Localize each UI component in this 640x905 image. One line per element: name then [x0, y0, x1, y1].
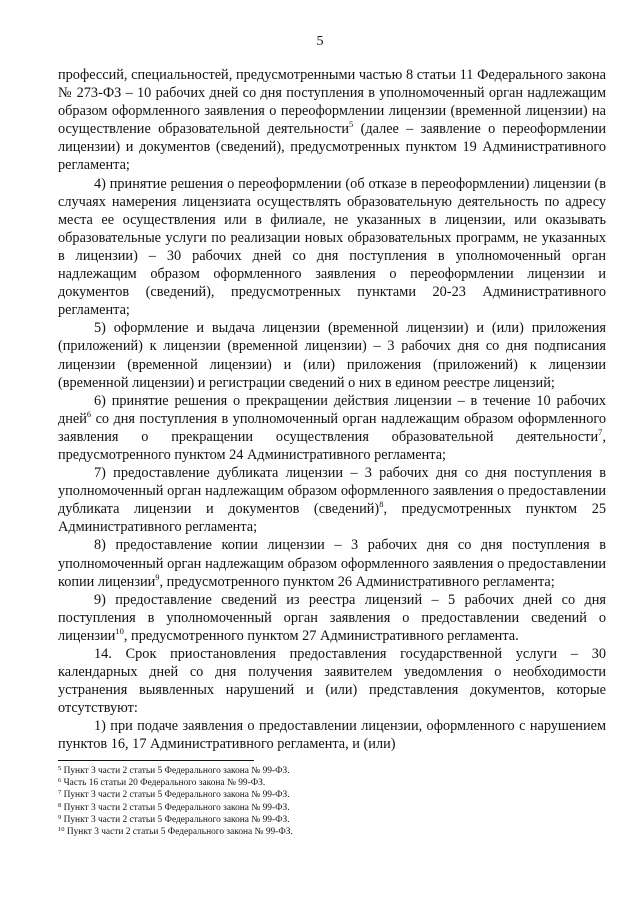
- footnote: $^7$ Пункт 3 части 2 статьи 5 Федерального закона № 99-ФЗ.: [58, 789, 290, 801]
- footnote: $^{10}$ Пункт 3 части 2 статьи 5 Федерального закона № 99-ФЗ.: [58, 826, 293, 838]
- list-item: 9) предоставление сведений из реестра лицензий – 5 рабочих дней со дня поступления в уполномоченный орган заявления о предоставлении сведений о лицензии$^{10}$, предусмотренного пунктом 27 Административного регламента.: [58, 591, 606, 644]
- footnote-ref: 8: [379, 499, 384, 510]
- footnote-ref: 10: [115, 625, 124, 636]
- footnote-ref: 6: [86, 408, 92, 419]
- list-item: 6) принятие решения о прекращении действия лицензии – в течение 10 рабочих дней$^6$ со дня поступления в уполномоченный орган надлежащим образом оформленного заявления о прекращении осуществления образовательной деятельности$^7$, предусмотренного пунктом 24 Административного регламента;: [58, 392, 606, 463]
- footnotes: [58, 765, 606, 838]
- list-item: 1) при подаче заявления о предоставлении лицензии, оформленного с нарушением пунктов 16, 17 Административного регламента, и (или): [58, 718, 606, 753]
- list-item: 4) принятие решения о переоформлении (об отказе в переоформлении) лицензии (в случаях намерения лицензиата осуществлять образовательную деятельность по адресу места ее осуществления или в филиале, не указанных в лицензии, или оказывать образовательные услуги по реализации новых образовательных программ, не указанных в лицензии) – 30 рабочих дней со дня поступления в уполномоченный орган надлежащим образом оформленного заявления о переоформлении лицензии и документов (сведений), предусмотренных пунктами 20-23 Административного регламента;: [58, 175, 606, 319]
- body-text: [58, 66, 606, 754]
- footnote-ref: 7: [598, 426, 603, 437]
- footnote-ref: 9: [155, 571, 160, 582]
- paragraph-continuation: профессий, специальностей, предусмотренными частью 8 статьи 11 Федерального закона № 273-ФЗ – 10 рабочих дней со дня поступления в уполномоченный орган надлежащим образом оформленного заявления о переоформлении лицензии (временной лицензии) на осуществление образовательной деятельности$^5$ (далее – заявление о переоформлении лицензии) и документов (сведений), предусмотренных пунктом 19 Административного регламента;: [58, 67, 606, 174]
- section-paragraph: 14. Срок приостановления предоставления государственной услуги – 30 календарных дней со дня получения заявителем уведомления о необходимости устранения выявленных нарушений и (или) представления документов, которые отсутствуют:: [58, 646, 606, 717]
- footnote: $^5$ Пункт 3 части 2 статьи 5 Федерального закона № 99-ФЗ.: [58, 765, 290, 776]
- list-item: 5) оформление и выдача лицензии (временной лицензии) и (или) приложения (приложений) к лицензии (временной лицензии) – 3 рабочих дня со дня подписания лицензии (временной лицензии) и (или) приложения (приложений) к лицензии (временной лицензии) и регистрации сведений о них в едином реестре лицензий;: [58, 320, 606, 391]
- footnote-ref: 5: [349, 119, 354, 130]
- footnote: $^9$ Пункт 3 части 2 статьи 5 Федерального закона № 99-ФЗ.: [58, 813, 290, 825]
- footnote-separator: [58, 760, 254, 761]
- footnote: $^6$ Часть 16 статьи 20 Федерального закона № 99-ФЗ.: [58, 777, 266, 789]
- list-item: 8) предоставление копии лицензии – 3 рабочих дня со дня поступления в уполномоченный орган надлежащим образом оформленного заявления о предоставлении копии лицензии$^9$, предусмотренного пунктом 26 Административного регламента;: [58, 537, 606, 590]
- page-number: 5: [316, 34, 324, 49]
- list-item: 7) предоставление дубликата лицензии – 3 рабочих дня со дня поступления в уполномоченный орган надлежащим образом оформленного заявления о предоставлении дубликата лицензии и документов (сведений)$^8$, предусмотренных пунктом 25 Административного регламента;: [58, 465, 606, 536]
- footnote: $^8$ Пункт 3 части 2 статьи 5 Федерального закона № 99-ФЗ.: [58, 801, 290, 813]
